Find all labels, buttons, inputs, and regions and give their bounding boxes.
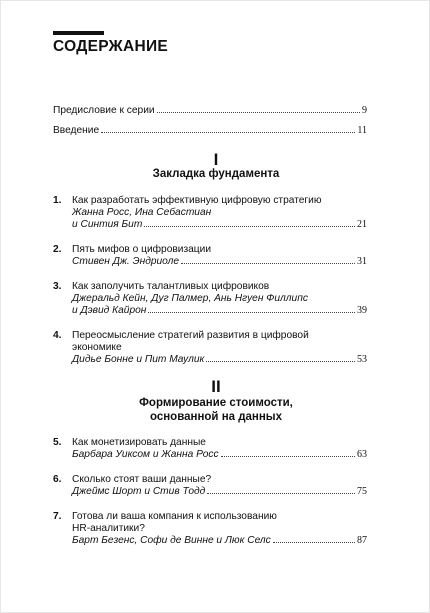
chapter-authors-last: Джеймс Шорт и Стив Тодд [72, 486, 206, 497]
chapter-number: 4. [53, 330, 62, 341]
dot-leader [157, 112, 360, 113]
chapter-authors: Джеральд Кейн, Дуг Палмер, Ань Нгуен Филлипс [72, 293, 308, 304]
chapter-title: Готова ли ваша компания к использованию [72, 511, 277, 522]
chapter-authors-last: Дидье Бонне и Пит Маулик [72, 354, 205, 365]
entry-label: Введение [53, 125, 100, 136]
chapter-2[interactable] [53, 244, 367, 268]
entry-page-number: 11 [357, 125, 367, 136]
chapter-authors-last: и Дэвид Кайрон [72, 305, 147, 316]
chapter-4[interactable] [53, 330, 367, 366]
chapter-page-number: 53 [357, 354, 367, 365]
chapter-1[interactable] [53, 195, 367, 231]
chapter-title-cont: HR-аналитики? [72, 523, 145, 534]
chapter-number: 2. [53, 244, 62, 255]
chapter-6[interactable] [53, 474, 367, 498]
chapter-title: Как монетизировать данные [72, 437, 206, 448]
chapter-number: 7. [53, 511, 62, 522]
entry-label: Предисловие к серии [53, 105, 155, 116]
dot-leader [207, 493, 355, 494]
chapter-7[interactable] [53, 511, 367, 547]
chapter-page-number: 21 [357, 219, 367, 230]
chapter-authors-last: Стивен Дж. Эндриоле [72, 256, 180, 267]
part-1-numeral: I [213, 150, 219, 169]
dot-leader [181, 263, 355, 264]
chapter-number: 5. [53, 437, 62, 448]
entry-page-number: 9 [362, 105, 367, 116]
chapter-number: 3. [53, 281, 62, 292]
chapter-number: 1. [53, 195, 62, 206]
chapter-number: 6. [53, 474, 62, 485]
chapter-page-number: 75 [357, 486, 367, 497]
dot-leader [101, 132, 355, 133]
toc-entry-introduction[interactable] [53, 124, 367, 137]
chapter-title: Как разработать эффективную цифровую стратегию [72, 195, 322, 206]
chapter-3[interactable] [53, 281, 367, 317]
part-1-title [1, 167, 430, 181]
chapter-5[interactable] [53, 437, 367, 461]
dot-leader [148, 312, 355, 313]
toc-entry-preface[interactable] [53, 104, 367, 117]
chapter-title-cont: экономике [72, 342, 122, 353]
chapter-authors: Жанна Росс, Ина Себастиан [72, 207, 212, 218]
part-title-line: основанной на данных [149, 411, 283, 423]
part-2-numeral: II [211, 377, 221, 396]
chapter-title: Сколько стоят ваши данные? [72, 474, 212, 485]
chapter-title: Переосмысление стратегий развития в цифровой [72, 330, 309, 341]
dot-leader [206, 361, 355, 362]
chapter-page-number: 87 [357, 535, 367, 546]
page-title: СОДЕРЖАНИЕ [53, 38, 169, 55]
heading-rule [53, 31, 104, 35]
chapter-authors-last: Барт Безенс, Софи де Винне и Люк Селс [72, 535, 271, 546]
chapter-authors-last: и Синтия Бит [72, 219, 143, 230]
dot-leader [144, 226, 355, 227]
dot-leader [221, 456, 355, 457]
dot-leader [273, 542, 355, 543]
part-title-line: Закладка фундамента [152, 168, 280, 180]
chapter-page-number: 39 [357, 305, 367, 316]
chapter-page-number: 63 [357, 449, 367, 460]
chapter-page-number: 31 [357, 256, 367, 267]
chapter-title: Пять мифов о цифровизации [72, 244, 212, 255]
chapter-authors-last: Барбара Уиксом и Жанна Росс [72, 449, 219, 460]
part-2-title [1, 396, 430, 424]
part-title-line: Формирование стоимости, [139, 397, 293, 409]
chapter-title: Как заполучить талантливых цифровиков [72, 281, 270, 292]
